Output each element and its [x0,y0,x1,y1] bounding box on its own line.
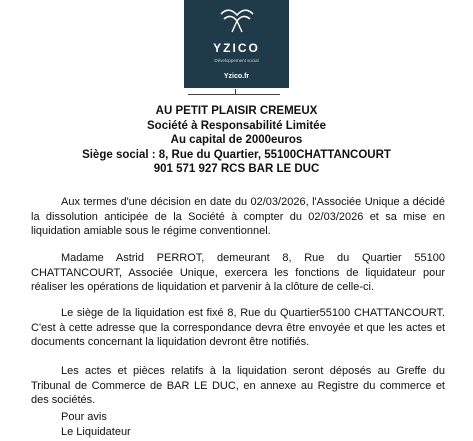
closing-signature [61,410,131,439]
divider [188,94,280,95]
paragraph-dissolution: Aux termes d'une décision en date du 02/03/2026, l'Associée Unique a décidé la dissolution anticipée de la Société à compter du 02/03/2026 et sa mise en liquidation amiable sous le régime conventionnel. [31,196,445,237]
logo-tagline: Développement social [214,58,259,63]
company-head-office: Siège social : 8, Rue du Quartier, 55100CHATTANCOURT [82,148,391,161]
logo-url: Yzico.fr [223,73,250,80]
paragraph-filing: Les actes et pièces relatifs à la liquidation seront déposés au Greffe du Tribunal de Commerce de BAR LE DUC, en annexe au Registre du commerce et des sociétés. [31,365,445,406]
paragraph-liquidator: Madame Astrid PERROT, demeurant 8, Rue du Quartier 55100 CHATTANCOURT, Associée Unique, exercera les fonctions de liquidateur pour réaliser les opérations de liquidation et parvenir à la clôture de celle-ci. [31,252,445,293]
company-logo [184,0,289,88]
closing-signatory: Le Liquidateur [61,425,131,438]
company-header [0,104,473,177]
closing-notice: Pour avis [61,411,107,423]
company-legal-form: Société à Responsabilité Limitée [147,119,326,132]
logo-emblem-icon [218,5,256,35]
logo-name: YZICO [213,41,260,55]
company-registration: 901 571 927 RCS BAR LE DUC [153,163,320,175]
paragraph-liquidation-seat: Le siège de la liquidation est fixé 8, Rue du Quartier55100 CHATTANCOURT. C'est à cette adresse que la correspondance devra être envoyée et que les actes et documents concernant la liquidation devront être notifiés. [31,307,445,348]
company-name: AU PETIT PLAISIR CREMEUX [155,105,318,117]
company-capital: Au capital de 2000euros [170,134,303,146]
